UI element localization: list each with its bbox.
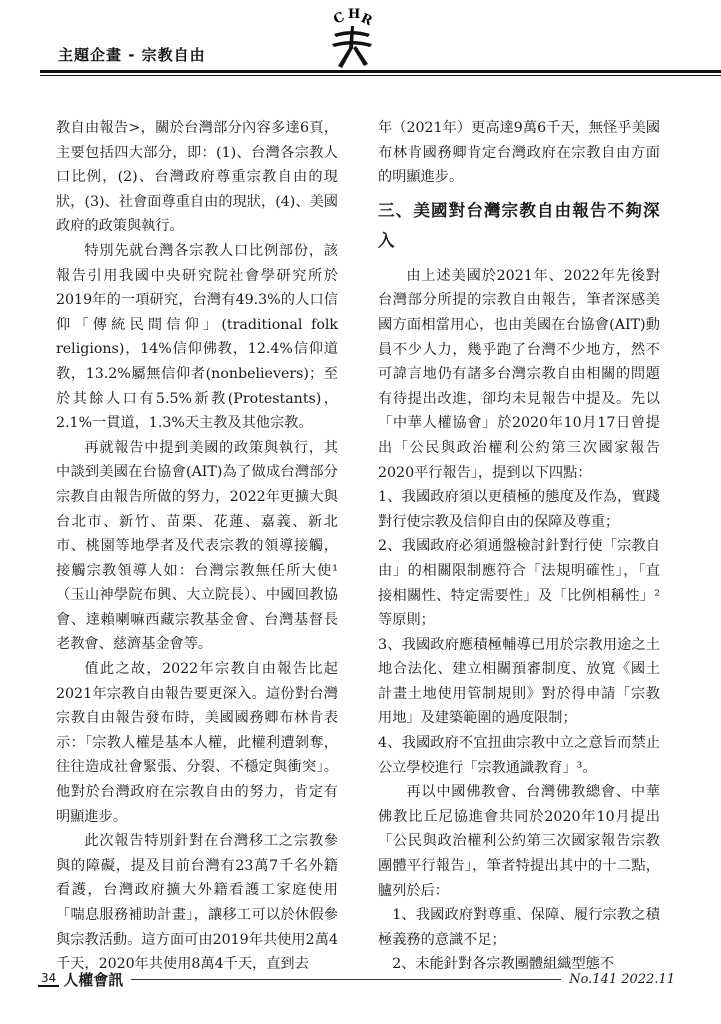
paragraph: 特別先就台灣各宗教人口比例部份，該報告引用我國中央研究院社會學研究所於2019年的一項研究，台灣有49.3%的人口信仰「傳統民間信仰」(traditional folk religions)，14%信仰佛教，12.4%信仰道教，13.2%屬無信仰者(nonbelievers)；至於其餘人口有5.5%新教(Protestants)，2.1%一貫道，1.3%天主教及其他宗教。 (56, 242, 338, 432)
page-number: 34 (38, 971, 59, 987)
right-column (378, 116, 660, 977)
list-item: 3、我國政府應積極輔導已用於宗教用途之土地合法化、建立相關預審制度、放寬《國土計畫土地使用管制規則》對於得申請「宗教用地」及建築範圍的過度限制； (378, 636, 660, 727)
logo-letter-c: C (331, 9, 348, 28)
logo-letter-r: R (358, 11, 375, 30)
list-item: 4、我國政府不宜扭曲宗教中立之意旨而禁止公立學校進行「宗教通識教育」³。 (378, 735, 660, 776)
list-item: 1、我國政府須以更積極的態度及作為，實踐對行使宗教及信仰自由的保障及尊重； (378, 489, 660, 530)
paragraph: 教自由報告>，關於台灣部分內容多達6頁，主要包括四大部分，即：(1)、台灣各宗教人口比例，(2)、台灣政府尊重宗教自由的現狀，(3)、社會面尊重自由的現狀，(4)、美國政府的政策與執行。 (56, 120, 338, 235)
list-item: 2、未能針對各宗教團體組織型態不 (392, 956, 615, 973)
section-header: 主題企畫 - 宗教自由 (58, 46, 206, 64)
left-column (56, 116, 338, 977)
list-item: 2、我國政府必須通盤檢討針對行使「宗教自由」的相關限制應符合「法規明確性」，「直接相關性、特定需要性」及「比例相稱性」²等原則； (378, 538, 660, 629)
logo-letter-h: H (348, 7, 361, 22)
magazine-name: 人權會訊 (63, 970, 124, 989)
paragraph: 值此之故，2022年宗教自由報告比起2021年宗教自由報告要更深入。這份對台灣宗教自由報告發布時，美國國務卿布林肯表示：「宗教人權是基本人權，此權利遭剝奪，往往造成社會緊張、分裂、不穩定與衝突」。他對於台灣政府在宗教自由的努力，肯定有明顯進步。 (56, 661, 338, 825)
paragraph: 由上述美國於2021年、2022年先後對台灣部分所提的宗教自由報告，筆者深感美國方面相當用心，也由美國在台協會(AIT)動員不少人力，幾乎跑了台灣不少地方，然不可諱言地仍有諸多台灣宗教自由相關的問題有待提出改進，卻均未見報告中提及。先以「中華人權協會」於2020年10月17日曾提出「公民與政治權利公約第三次國家報告2020平行報告」，提到以下四點： (378, 267, 660, 481)
page-footer (38, 968, 675, 990)
section-heading: 三、美國對台灣宗教自由報告不夠深入 (378, 200, 660, 250)
paragraph: 再以中國佛教會、台灣佛教總會、中華佛教比丘尼協進會共同於2020年10月提出「公民與政治權利公約第三次國家報告宗教團體平行報告」，筆者特提出其中的十二點，臚列於后： (378, 784, 660, 899)
issue-number: No.141 2022.11 (569, 971, 675, 987)
paragraph: 此次報告特別針對在台灣移工之宗教參與的障礙，提及目前台灣有23萬7千名外籍看護，台灣政府擴大外籍看護工家庭使用「喘息服務補助計畫」，讓移工可以於休假參與宗教活動。這方面可由2019年共使用2萬4千天，2020年共使用8萬4千天，直到去 (56, 833, 338, 973)
chr-logo-icon (322, 6, 382, 70)
list-item: 1、我國政府對尊重、保障、履行宗教之積極義務的意識不足； (378, 907, 660, 948)
header-rule (40, 70, 721, 76)
footer-rule (131, 979, 561, 980)
paragraph: 再就報告中提到美國的政策與執行，其中談到美國在台協會(AIT)為了做成台灣部分宗教自由報告所做的努力，2022年更擴大與台北市、新竹、苗栗、花蓮、嘉義、新北市、桃園等地學者及代表宗教的領導接觸，接觸宗教領導人如：台灣宗教無任所大使¹（玉山神學院布興、大立院長）、中國回教協會、達賴喇嘛西藏宗教基金會、台灣基督長老教會、慈濟基金會等。 (56, 439, 338, 653)
paragraph: 年（2021年）更高達9萬6千天，無怪乎美國布林肯國務卿肯定台灣政府在宗教自由方面的明顯進步。 (378, 120, 660, 186)
